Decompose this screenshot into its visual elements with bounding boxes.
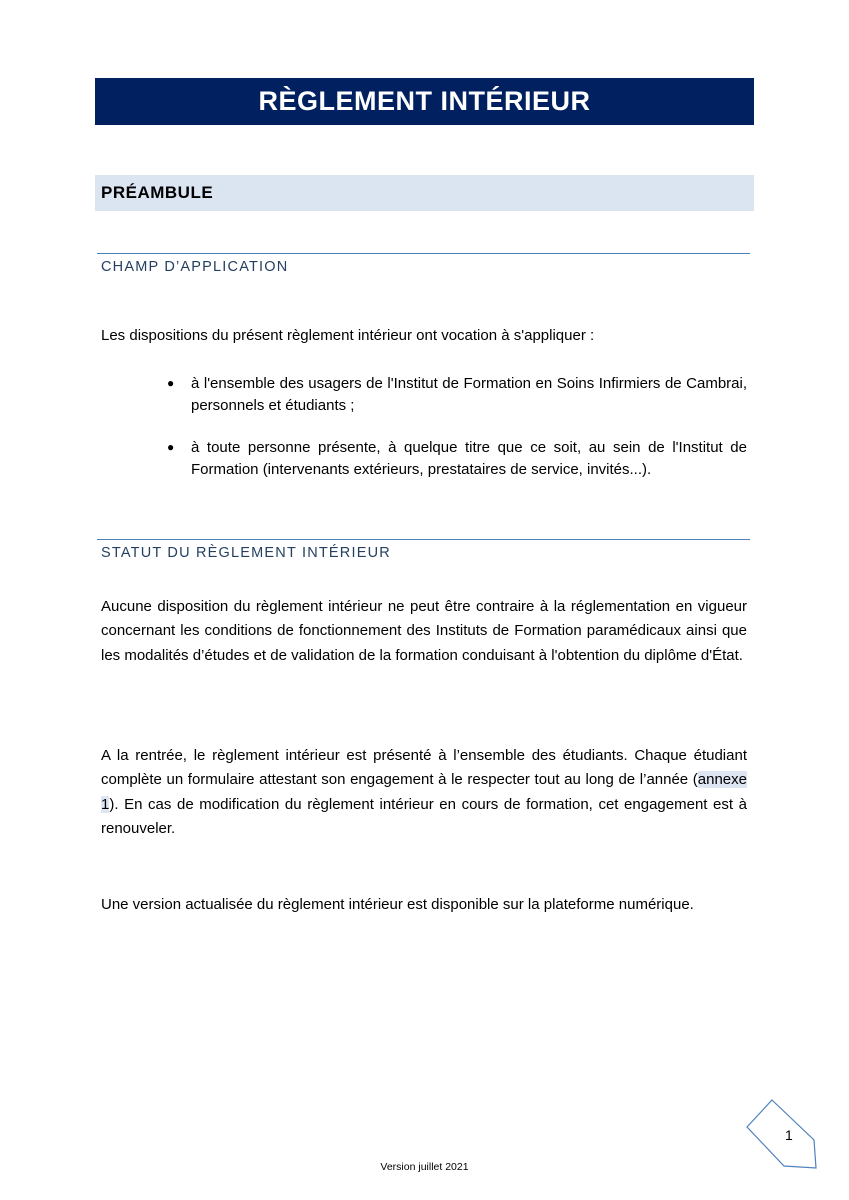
subheading-statut: STATUT DU RÈGLEMENT INTÉRIEUR [101,545,391,561]
divider-statut [97,539,750,540]
subheading-champ-application: CHAMP D’APPLICATION [101,259,289,275]
statut-paragraph-2 [101,744,747,841]
list-item-text: à l'ensemble des usagers de l'Institut de Formation en Soins Infirmiers de Cambrai, personnels et étudiants ; [191,375,747,414]
statut-paragraph-1: Aucune disposition du règlement intérieur ne peut être contraire à la réglementation en vigueur concernant les conditions de fonctionnement des Instituts de Formation paramédicaux ainsi que les modalités d’études et de validation de la formation conduisant à l'obtention du diplôme d'État. [101,598,747,664]
paragraph-text-after: ). En cas de modification du règlement intérieur en cours de formation, cet engagement est à renouveler. [101,795,747,837]
section-heading-text: PRÉAMBULE [101,183,214,202]
page-title [95,78,754,125]
pentagon-page-marker-icon [744,1098,818,1170]
bullet-dot-icon: ● [167,376,175,390]
list-item-text: à toute personne présente, à quelque titre que ce soit, au sein de l'Institut de Formation (intervenants extérieurs, prestataires de service, invités...). [191,439,747,478]
paragraph-text-before: A la rentrée, le règlement intérieur est présenté à l’ensemble des étudiants. Chaque étudiant complète un formulaire attestant son engagement à le respecter tout au long de l’année ( [101,747,747,789]
annexe-1-link[interactable]: annexe 1 [101,771,747,813]
champ-intro-paragraph: Les dispositions du présent règlement intérieur ont vocation à s'appliquer : [101,327,595,344]
list-item [101,437,747,480]
champ-bullet-list [101,373,747,480]
page-title-text: RÈGLEMENT INTÉRIEUR [258,86,591,116]
list-item [101,373,747,416]
page-number: 1 [785,1127,793,1143]
footer-version: Version juillet 2021 [380,1161,469,1173]
statut-paragraph-3: Une version actualisée du règlement intérieur est disponible sur la plateforme numérique. [101,896,694,913]
section-heading-preambule [95,175,754,211]
bullet-dot-icon: ● [167,440,175,454]
divider-champ [97,253,750,254]
